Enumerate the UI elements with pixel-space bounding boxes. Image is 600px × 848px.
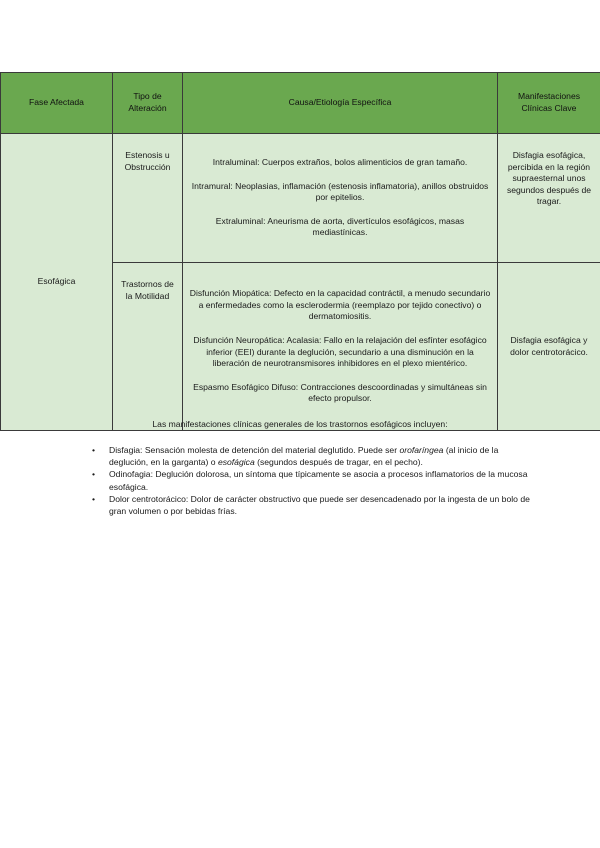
bullet-marker: • [92,445,96,455]
cause-text: Intramural: Neoplasias, inflamación (estenosis inflamatoria), anillos obstruidos por epitelios. [191,180,489,203]
list-item-text: Disfagia: Sensación molesta de detención del material deglutido. Puede ser [109,445,400,455]
manifestations-list [92,444,532,517]
phase-cell: Esofágica [1,134,113,431]
list-item-text: Dolor centrotorácico: Dolor de carácter obstructivo que puede ser desencadenado por la ingesta de un bolo de gran volumen o por bebidas frías. [109,493,530,517]
list-item [92,468,532,492]
alteration-type-cell: Trastornos de la Motilidad [113,263,183,431]
list-item-text: (segundos después de tragar, en el pecho). [254,457,423,468]
clinical-table [0,72,600,431]
table-row [1,134,600,263]
bullet-marker: • [92,469,96,480]
cause-text: Disfunción Neuropática: Acalasia: Fallo en la relajación del esfínter esofágico inferior (EEI) durante la deglución, secundario a una disminución en la liberación de neurotransmisores inhibidores en el plexo mientérico. [193,334,487,369]
intro-text: Las manifestaciones clínicas generales de los trastornos esofágicos incluyen: [152,419,448,429]
bullet-marker: • [92,493,96,504]
manifestation-cell: Disfagia esofágica y dolor centrotorácico. [498,263,600,431]
header-alteration-type: Tipo de Alteración [113,73,183,134]
list-item [92,444,532,468]
header-phase: Fase Afectada [1,73,113,134]
emphasis-text: orofaríngea [399,445,444,455]
table-header-row [1,73,600,134]
cause-text: Intraluminal: Cuerpos extraños, bolos alimenticios de gran tamaño. [212,157,468,168]
cause-cell [183,134,498,263]
cause-text: Espasmo Esofágico Difuso: Contracciones descoordinadas y simultáneas sin efecto propulsor. [193,381,487,404]
list-item-text: Odinofagia: Deglución dolorosa, un síntoma que típicamente se asocia a procesos inflamatorios de la mucosa esofágica. [109,469,528,492]
cause-text: Disfunción Miopática: Defecto en la capacidad contráctil, a menudo secundario a enfermedades como la esclerodermia (reemplazo por tejido conectivo) o dermatomiositis. [189,288,491,322]
header-manifestations: Manifestaciones Clínicas Clave [498,73,600,134]
cause-text: Extraluminal: Aneurisma de aorta, divertículos esofágicos, masas mediastínicas. [215,215,465,238]
emphasis-text: esofágica [217,457,255,468]
manifestation-cell: Disfagia esofágica, percibida en la región supraesternal unos segundos después de tragar. [498,134,600,263]
header-cause: Causa/Etiología Específica [183,73,498,134]
list-item-text: (al inicio de la deglución, en la garganta) o [109,445,499,468]
alteration-type-cell: Estenosis u Obstrucción [113,134,183,263]
list-item [92,493,532,517]
cause-cell [183,263,498,431]
